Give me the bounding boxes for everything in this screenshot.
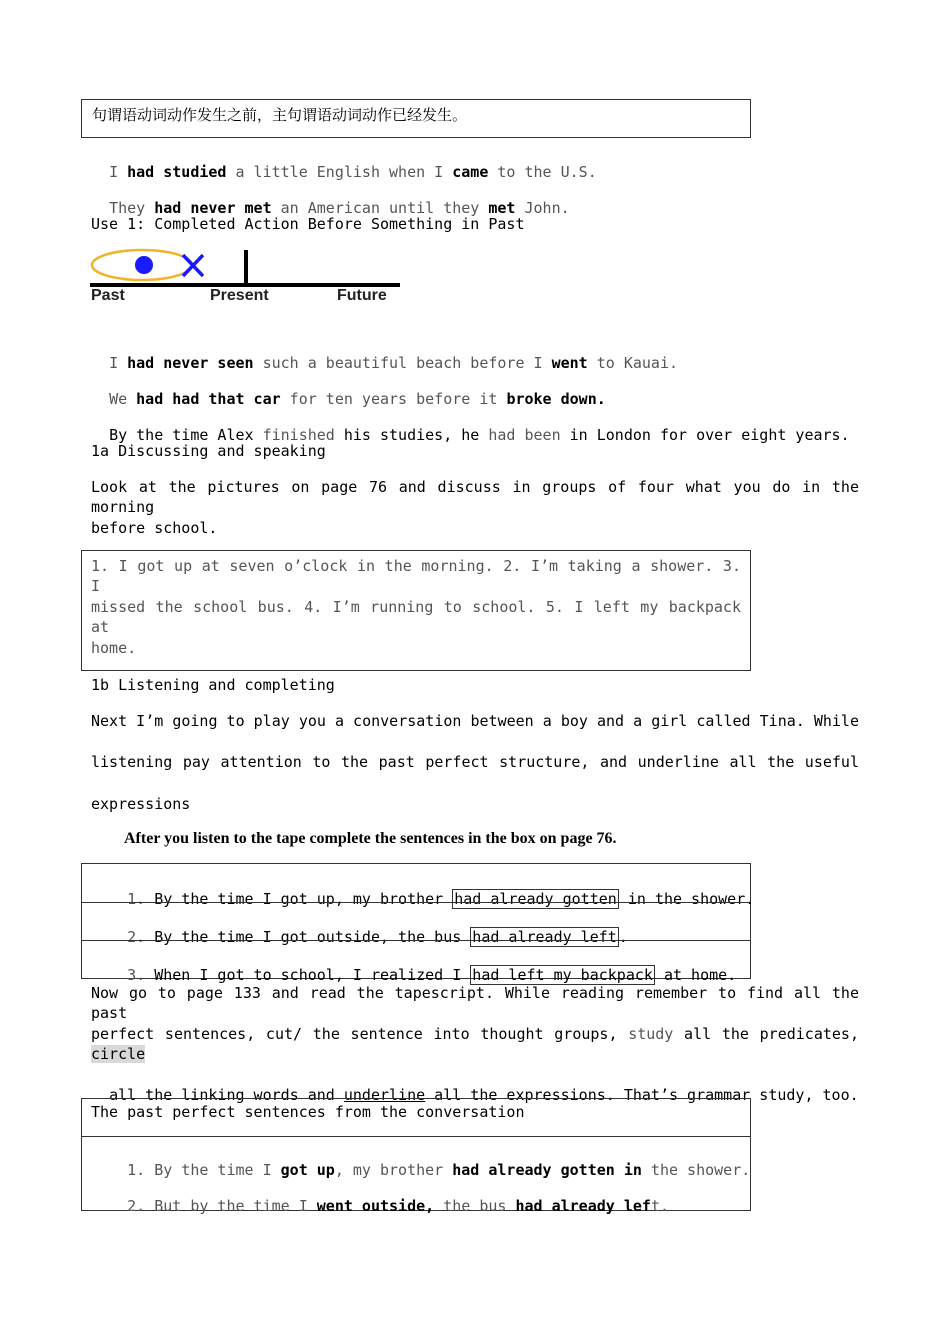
example-4: We had had that car for ten years before it broke down. [109, 390, 606, 408]
pp-sentence-2: 2. But by the time I went outside, the bus had already left. [127, 1197, 669, 1215]
box-1a [81, 550, 751, 671]
circle-highlight: circle [91, 1045, 146, 1063]
pp-table-divider [82, 1136, 750, 1137]
para-read-line1: Now go to page 133 and read the tapescript. While reading remember to find all the past [91, 984, 859, 1022]
para-read-line2: perfect sentences, cut/ the sentence into thought groups, study all the predicates, circle [91, 1025, 859, 1063]
para-read-line3: all the linking words and underline all the expressions. That’s grammar study, too. [109, 1086, 859, 1104]
box-1a-line1: 1. I got up at seven o’clock in the morning. 2. I’m taking a shower. 3. I [91, 557, 741, 595]
fill-row-3: 3. When I got to school, I realized I had left my backpack at home. [127, 966, 737, 984]
timeline-diagram [90, 246, 402, 308]
pp-table [81, 1098, 751, 1215]
pp-sentence-1: 1. By the time I got up, my brother had already gotten in the shower. [127, 1161, 751, 1179]
fill-row-2: 2. By the time I got outside, the bus had already left . [127, 928, 628, 946]
example-3: I had never seen such a beautiful beach before I went to Kauai. [109, 354, 679, 372]
section-1a-heading: 1a Discussing and speaking [91, 442, 326, 460]
para-1b-line2: listening pay attention to the past perfect structure, and underline all the useful [91, 753, 859, 771]
timeline-future-label: Future [337, 287, 387, 304]
fill-row-divider-2 [82, 940, 750, 941]
timeline-present-label: Present [210, 287, 269, 304]
example-5: By the time Alex finished his studies, he had been in London for over eight years. [109, 426, 850, 444]
past-action-dot [135, 256, 153, 274]
fill-table [81, 863, 755, 984]
use1-title: Use 1: Completed Action Before Something in Past [91, 215, 525, 233]
instruction: After you listen to the tape complete the sentences in the box on page 76. [124, 830, 617, 847]
para-1a-line2: before school. [91, 519, 218, 537]
example-1: I had studied a little English when I came to the U.S. [109, 163, 597, 181]
example-2: They had never met an American until they met John. [109, 199, 570, 217]
para-1b-line3: expressions [91, 795, 191, 813]
fill-row-divider-1 [82, 902, 750, 903]
box-1a-line3: home. [91, 639, 137, 657]
box-1a-line2: missed the school bus. 4. I’m running to school. 5. I left my backpack at [91, 598, 741, 636]
pp-table-header: The past perfect sentences from the conversation [91, 1103, 525, 1121]
para-1a-line1: Look at the pictures on page 76 and discuss in groups of four what you do in the morning [91, 478, 859, 516]
note-box [81, 99, 751, 138]
fill-row-1: 1. By the time I got up, my brother had already gotten in the shower. [127, 890, 755, 908]
answer-box-2: had already left [472, 928, 617, 946]
para-1b-line1: Next I’m going to play you a conversation between a boy and a girl called Tina. While [91, 712, 859, 730]
underline-word: underline [343, 1086, 426, 1104]
past-event-x-icon [183, 255, 203, 276]
section-1b-heading: 1b Listening and completing [91, 676, 335, 694]
note-text: 句谓语动词动作发生之前，主句谓语动词动作已经发生。 [92, 106, 468, 124]
timeline-past-label: Past [91, 287, 125, 304]
answer-box-3: had left my backpack [472, 966, 653, 984]
answer-box-1: had already gotten [454, 890, 617, 908]
